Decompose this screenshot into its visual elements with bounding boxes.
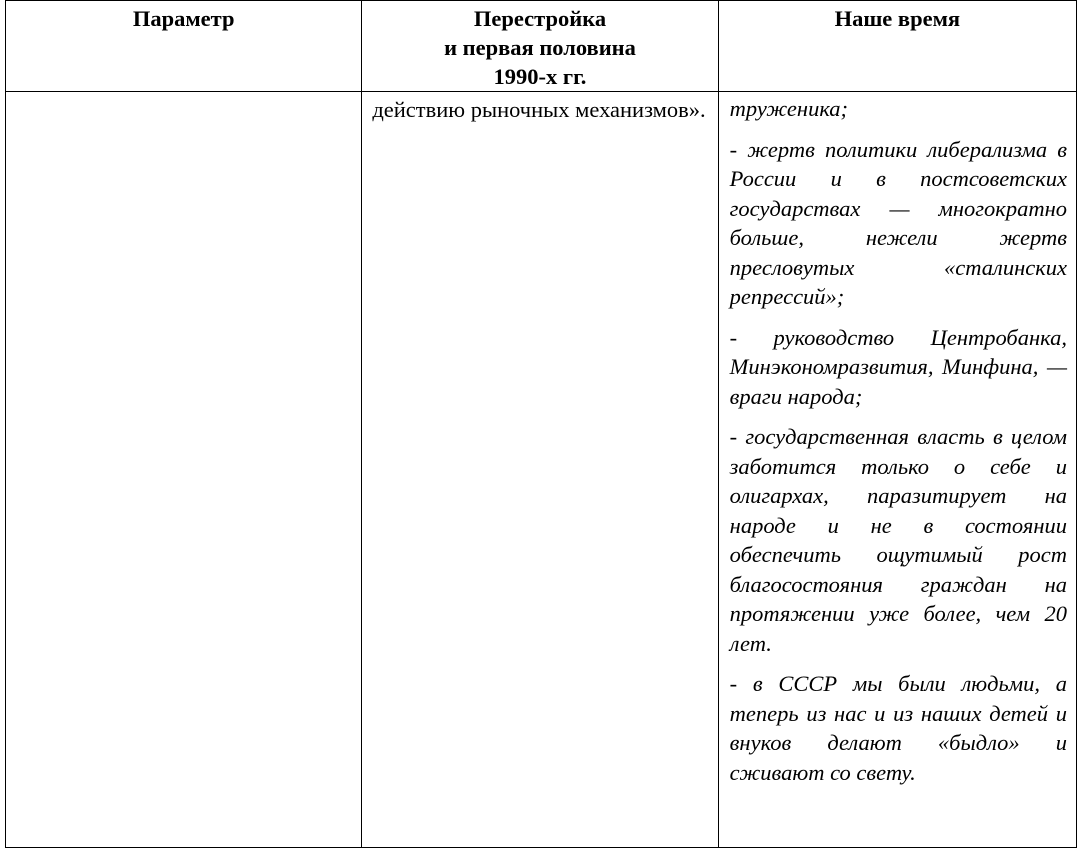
header-our-time-label: Наше время: [834, 6, 961, 31]
header-our-time: [718, 1, 1076, 92]
document-page: [5, 0, 1077, 848]
header-parameter-label: Параметр: [132, 6, 235, 31]
cell-parameter: [6, 92, 362, 848]
header-parameter: [6, 1, 362, 92]
our-time-item-3: - руководство Центробанка, Минэкономразвития, Минфина, — враги народа;: [729, 324, 1067, 409]
header-perestroika-line-1: Перестройка: [473, 6, 607, 31]
our-time-item-5: - в СССР мы были людьми, а теперь из нас и из наших детей и внуков делают «быдло» и сживают со свету.: [729, 671, 1067, 785]
header-perestroika-label: [362, 1, 717, 91]
header-perestroika-line-2: и первая половина: [444, 35, 636, 60]
header-perestroika-line-3: 1990-х гг.: [493, 64, 587, 89]
cell-perestroika: [362, 92, 718, 848]
perestroika-text: действию рыночных механизмов».: [372, 97, 706, 122]
table-row: [6, 92, 1077, 848]
table-header-row: [6, 1, 1077, 92]
comparison-table: [5, 0, 1077, 848]
header-perestroika: [362, 1, 718, 92]
our-time-item-4: - государственная власть в целом заботится только о себе и олигархах, паразитирует на народе и не в состоянии обеспечить ощутимый рост благосостояния граждан на протяжении уже более, чем 20 лет.: [729, 424, 1067, 656]
our-time-item-1: труженика;: [729, 96, 849, 121]
cell-our-time: [718, 92, 1076, 848]
our-time-item-2: - жертв политики либерализма в России и в постсоветских государствах — многократно больше, нежели жертв пресловутых «сталинских репрессий»;: [729, 136, 1067, 309]
